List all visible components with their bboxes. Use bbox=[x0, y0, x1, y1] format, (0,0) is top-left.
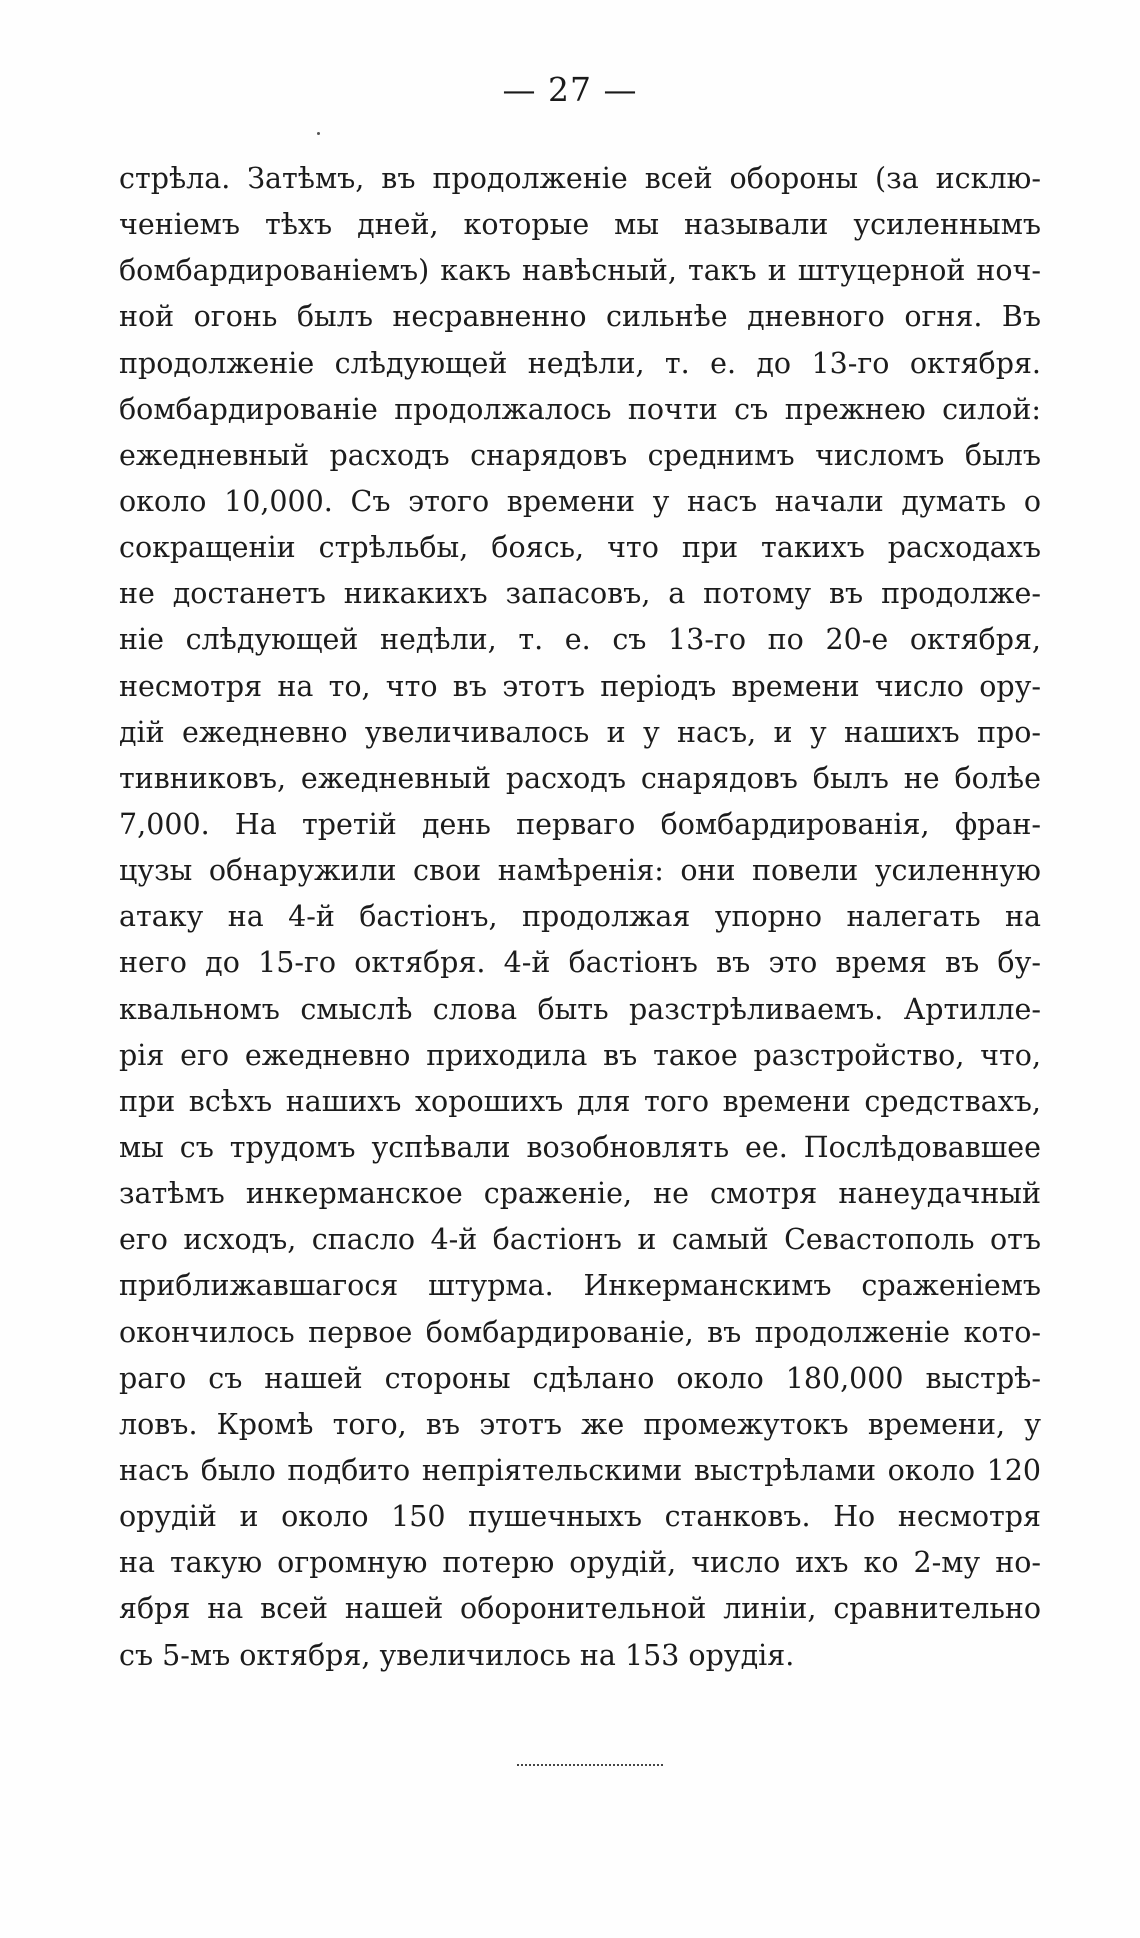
text-line: ежедневный расходъ снарядовъ среднимъ числомъ былъ bbox=[119, 438, 1041, 472]
text-line: дій ежедневно увеличивалось и у насъ, и у нашихъ про- bbox=[119, 715, 1041, 749]
text-line: затѣмъ инкерманское сраженіе, не смотря нанеудачный bbox=[119, 1177, 1041, 1211]
text-line: бомбардированіе продолжалось почти съ прежнею силой: bbox=[119, 392, 1041, 426]
body-text bbox=[119, 156, 1041, 1679]
text-line: тивниковъ, ежедневный расходъ снарядовъ былъ не болѣе bbox=[119, 761, 1041, 795]
text-line: ной огонь былъ несравненно сильнѣе дневного огня. Въ bbox=[119, 300, 1041, 334]
text-line: ніе слѣдующей недѣли, т. е. съ 13-го по 20-е октября, bbox=[119, 623, 1041, 657]
text-line: атаку на 4-й бастіонъ, продолжая упорно налегать на bbox=[119, 900, 1041, 934]
text-line: приближавшагося штурма. Инкерманскимъ сраженіемъ bbox=[119, 1269, 1041, 1303]
text-line: ловъ. Кромѣ того, въ этотъ же промежутокъ времени, у bbox=[119, 1407, 1041, 1441]
text-line: ченіемъ тѣхъ дней, которые мы называли усиленнымъ bbox=[119, 208, 1041, 242]
text-line: его исходъ, спасло 4-й бастіонъ и самый Севастополь отъ bbox=[119, 1223, 1041, 1257]
text-line: при всѣхъ нашихъ хорошихъ для того времени средствахъ, bbox=[119, 1084, 1041, 1118]
text-line: цузы обнаружили свои намѣренія: они повели усиленную bbox=[119, 854, 1041, 888]
text-line: на такую огромную потерю орудій, число ихъ ко 2-му но- bbox=[119, 1546, 1041, 1580]
text-line: бомбардированіемъ) какъ навѣсный, такъ и штуцерной ноч- bbox=[119, 254, 1041, 288]
text-line: раго съ нашей стороны сдѣлано около 180,000 выстрѣ- bbox=[119, 1361, 1041, 1395]
text-line: около 10,000. Съ этого времени у насъ начали думать о bbox=[119, 484, 1041, 518]
text-line-last: съ 5-мъ октября, увеличилось на 153 орудія. bbox=[119, 1638, 795, 1672]
print-speck bbox=[317, 132, 320, 135]
text-line: мы съ трудомъ успѣвали возобновлять ее. Послѣдовавшее bbox=[119, 1130, 1041, 1164]
text-line: орудій и около 150 пушечныхъ станковъ. Но несмотря bbox=[119, 1500, 1041, 1534]
text-line: несмотря на то, что въ этотъ періодъ времени число ору- bbox=[119, 669, 1041, 703]
text-line: 7,000. На третій день перваго бомбардированія, фран- bbox=[119, 807, 1041, 841]
text-line: рія его ежедневно приходила въ такое разстройство, что, bbox=[119, 1038, 1041, 1072]
text-line: стрѣла. Затѣмъ, въ продолженіе всей обороны (за исклю- bbox=[119, 162, 1041, 195]
text-line: продолженіе слѣдующей недѣли, т. е. до 13-го октября. bbox=[119, 346, 1041, 380]
text-line: квальномъ смыслѣ слова быть разстрѣливаемъ. Артилле- bbox=[119, 992, 1041, 1026]
text-line: окончилось первое бомбардированіе, въ продолженіе кото- bbox=[119, 1315, 1041, 1349]
text-line: него до 15-го октября. 4-й бастіонъ въ это время въ бу- bbox=[119, 946, 1041, 980]
text-line: насъ было подбито непріятельскими выстрѣлами около 120 bbox=[119, 1453, 1041, 1487]
text-line: не достанетъ никакихъ запасовъ, а потому въ продолже- bbox=[119, 577, 1041, 611]
end-ornament-rule bbox=[517, 1764, 663, 1766]
page-number: — 27 — bbox=[502, 70, 638, 109]
text-line: ября на всей нашей оборонительной линіи, сравнительно bbox=[119, 1592, 1041, 1626]
text-line: сокращеніи стрѣльбы, боясь, что при такихъ расходахъ bbox=[119, 531, 1041, 565]
